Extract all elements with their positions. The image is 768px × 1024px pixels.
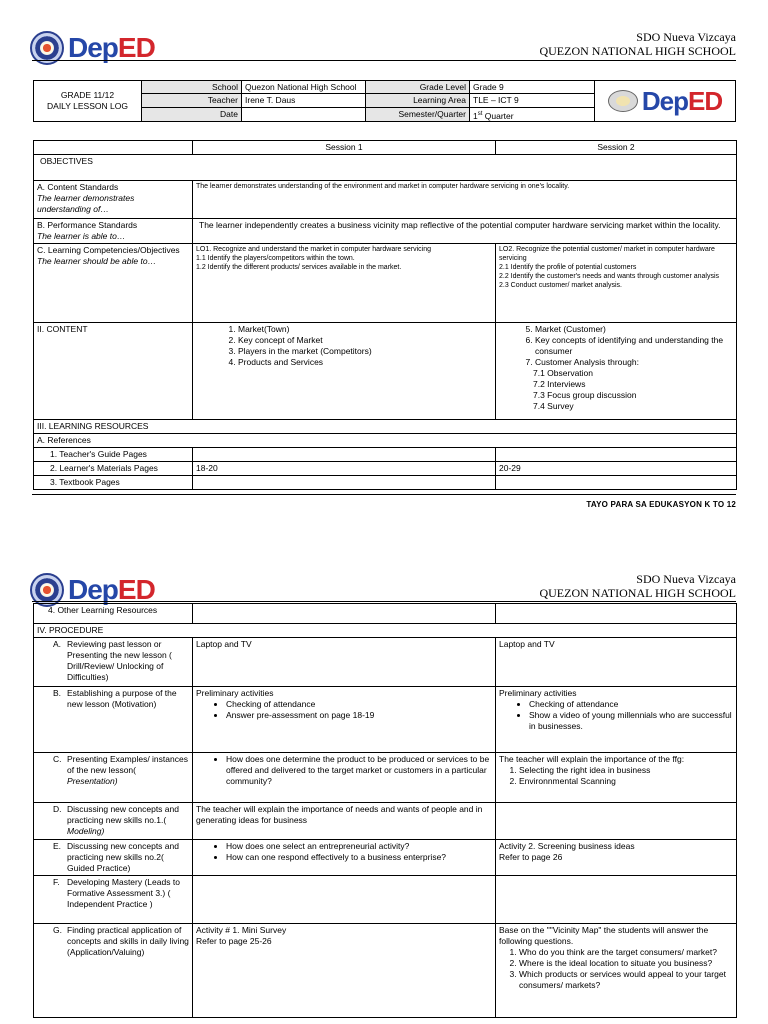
procedure-b-s1: Preliminary activities • Checking of attendance • Answer pre-assessment on page 18-19 (193, 687, 496, 753)
table-row (34, 604, 737, 624)
textbook-pages-label: 3. Textbook Pages (34, 476, 193, 490)
header-rule (32, 60, 736, 61)
table-row (34, 924, 737, 1018)
content-label: II. CONTENT (34, 323, 193, 420)
teachers-guide-label: 1. Teacher's Guide Pages (34, 448, 193, 462)
table-row (34, 155, 737, 181)
procedure-e-s1: • How does one select an entrepreneurial activity? • How can one respond effectively to a business enterprise? (193, 840, 496, 876)
session-2-objectives: LO2. Recognize the potential customer/ market in computer hardware servicing 2.1 Identify the profile of potential customers 2.2 Identify the customer's needs and wants through customer analysis 2.3 Conduct customer/ market analysis. (496, 244, 737, 323)
learners-materials-label: 2. Learner's Materials Pages (34, 462, 193, 476)
header-rule (32, 601, 736, 602)
deped-logo: DepED (68, 32, 155, 63)
performance-standards-text: The learner independently creates a business vicinity map reflective of the potential computer hardware servicing market within the locality. (193, 219, 737, 244)
division-name: SDO Nueva Vizcaya (636, 572, 736, 586)
objectives-heading: OBJECTIVES (34, 155, 737, 181)
table-row (34, 219, 737, 244)
table-row (34, 476, 737, 490)
school-value: Quezon National High School (242, 81, 366, 93)
session-1-objectives: LO1. Recognize and understand the market in computer hardware servicing 1.1 Identify the players/competitors within the town. 1.2 Identify the different products/ services available in the market. (193, 244, 496, 323)
deped-logo-small: DepED (641, 86, 723, 116)
procedure-d-label: D. Discussing new concepts and practicing new skills no.1.( Modeling) (34, 803, 193, 840)
teacher-value: Irene T. Daus (242, 94, 366, 106)
table-row (34, 244, 737, 323)
procedure-f-label: F. Developing Mastery (Leads to Formative Assessment 3.) ( Independent Practice ) (34, 876, 193, 924)
procedure-c-s1: • How does one determine the product to be produced or services to be offered and delivered to the target market or customers in a particular community? (193, 753, 496, 803)
content-standards-label: A. Content Standards The learner demonstrates understanding of… (34, 181, 193, 219)
procedure-a-s1: Laptop and TV (193, 638, 496, 687)
procedure-b-label: B. Establishing a purpose of the new lesson (Motivation) (34, 687, 193, 753)
procedure-g-s1: Activity # 1. Mini Survey Refer to page 25-26 (193, 924, 496, 1018)
session-1-header: Session 1 (193, 141, 496, 155)
table-row (34, 448, 737, 462)
learning-competencies-label: C. Learning Competencies/Objectives The learner should be able to… (34, 244, 193, 323)
procedure-b-s2: Preliminary activities • Checking of attendance • Show a video of young millennials who are successful in businesses. (496, 687, 737, 753)
date-value (242, 108, 366, 121)
session-2-content: 5. Market (Customer) 6. Key concepts of identifying and understanding the consumer 7. Customer Analysis through: 7.1 Observation 7.2 Interviews 7.3 Focus group discussion 7.4 Survey (496, 323, 737, 420)
lesson-table-1 (33, 140, 737, 490)
session-2-header: Session 2 (496, 141, 737, 155)
learners-materials-s1: 18-20 (193, 462, 496, 476)
procedure-g-label: G. Finding practical application of concepts and skills in daily living (Application/Valuing) (34, 924, 193, 1018)
info-row-date: Date Semester/Quarter 1st Quarter (142, 108, 594, 121)
table-row (34, 638, 737, 687)
table-row (34, 753, 737, 803)
footer-rule (32, 494, 736, 495)
table-row (34, 141, 737, 155)
lesson-info-table (33, 80, 736, 122)
table-row (34, 181, 737, 219)
division-name: SDO Nueva Vizcaya (636, 30, 736, 44)
table-row (34, 462, 737, 476)
quarter-value: 1st Quarter (473, 110, 514, 121)
table-row (34, 323, 737, 420)
learners-materials-s2: 20-29 (496, 462, 737, 476)
lesson-table-2 (33, 603, 737, 1018)
procedure-a-s2: Laptop and TV (496, 638, 737, 687)
table-row (34, 803, 737, 840)
grade-value: Grade 9 (473, 82, 504, 92)
table-row (34, 876, 737, 924)
procedure-e-s2: Activity 2. Screening business ideas Refer to page 26 (496, 840, 737, 876)
session-1-content: 1. Market(Town) 2. Key concept of Market 3. Players in the market (Competitors) 4. Products and Services (193, 323, 496, 420)
table-row (34, 687, 737, 753)
header-logos (30, 26, 155, 70)
info-logos (594, 81, 735, 121)
school-name: QUEZON NATIONAL HIGH SCHOOL (539, 586, 736, 600)
table-row (34, 434, 737, 448)
other-resources-label: 4. Other Learning Resources (34, 604, 193, 624)
footer-text: TAYO PARA SA EDUKASYON K TO 12 (586, 500, 736, 509)
procedure-a-label: A. Reviewing past lesson or Presenting the new lesson ( Drill/Review/ Unlocking of Difficulties) (34, 638, 193, 687)
school-name: QUEZON NATIONAL HIGH SCHOOL (539, 44, 736, 58)
content-standards-text: The learner demonstrates understanding of the environment and market in computer hardware servicing in one's locality. (193, 181, 737, 219)
table-row (34, 624, 737, 638)
performance-standards-label: B. Performance Standards The learner is able to… (34, 219, 193, 244)
procedure-c-label: C. Presenting Examples/ instances of the new lesson( Presentation) (34, 753, 193, 803)
info-row-teacher: Teacher Irene T. Daus Learning Area TLE – ICT 9 (142, 94, 594, 107)
procedure-g-s2: Base on the ""Vicinity Map" the students will answer the following questions. 1. Who do you think are the target consumers/ market? 2. Where is the ideal location to situate you business? 3. Which products or services would appeal to your target consumers/ markets? (496, 924, 737, 1018)
area-value: TLE – ICT 9 (473, 95, 519, 106)
lesson-log-title: GRADE 11/12 DAILY LESSON LOG (34, 81, 142, 121)
info-grid (142, 81, 594, 121)
procedure-c-s2: The teacher will explain the importance of the ffg: 1. Selecting the right idea in business 2. Environnmental Scanning (496, 753, 737, 803)
header-school-info (539, 572, 736, 600)
references-heading: A. References (34, 434, 737, 448)
table-row (34, 840, 737, 876)
school-seal-icon (608, 90, 638, 112)
procedure-e-label: E. Discussing new concepts and practicing new skills no.2( Guided Practice) (34, 840, 193, 876)
deped-logo: DepED (68, 574, 155, 605)
table-row (34, 420, 737, 434)
procedure-d-s1: The teacher will explain the importance of needs and wants of people and in generating ideas for business (193, 803, 496, 840)
header-school-info (539, 30, 736, 58)
learning-resources-heading: III. LEARNING RESOURCES (34, 420, 737, 434)
info-row-school: School Quezon National High School Grade Level Grade 9 (142, 81, 594, 94)
procedure-heading: IV. PROCEDURE (34, 624, 737, 638)
